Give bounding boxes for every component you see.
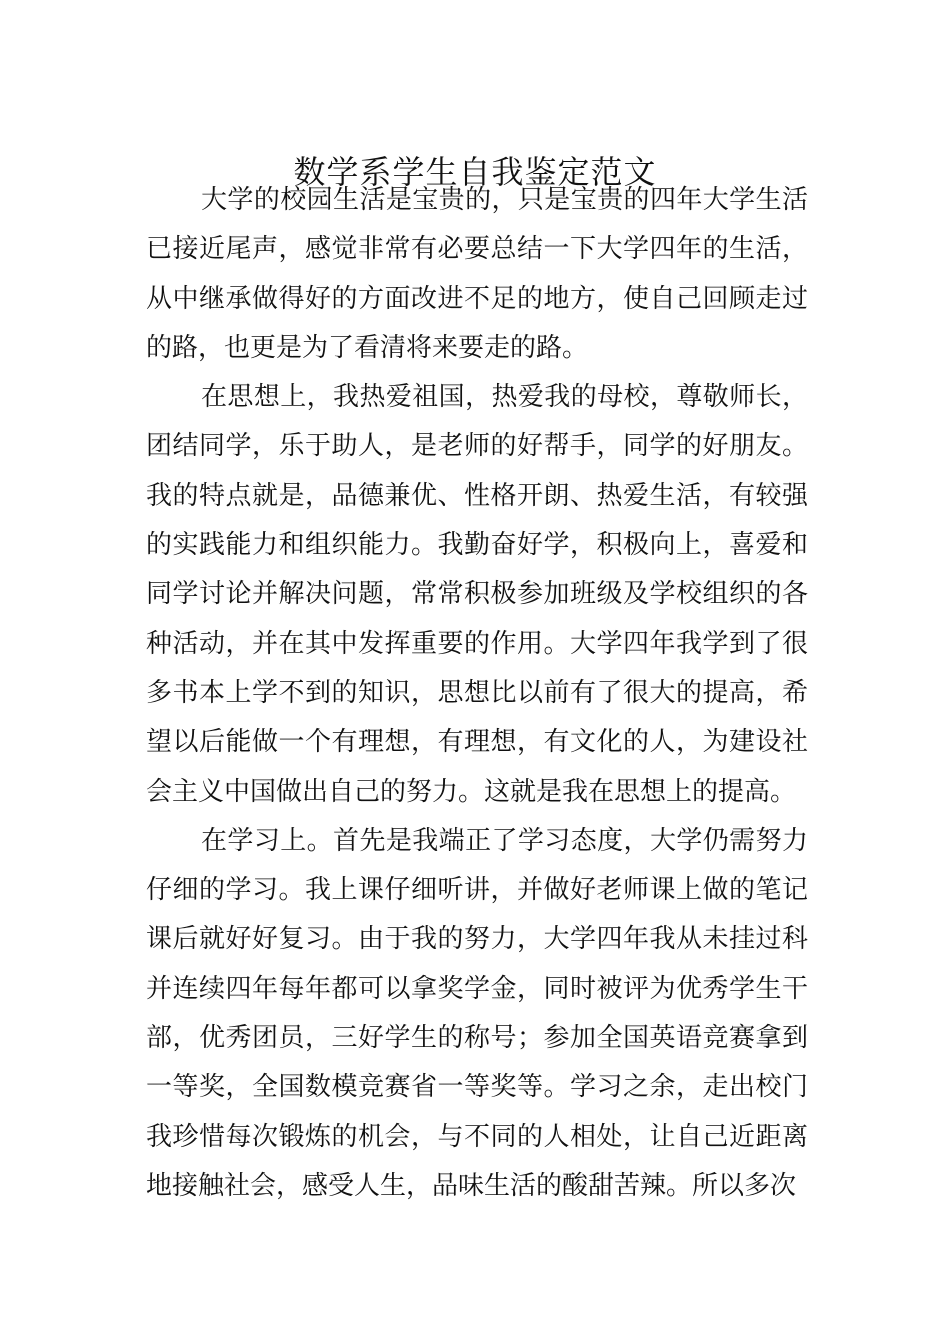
document-title: 数学系学生自我鉴定范文 <box>293 153 657 192</box>
document-body <box>146 176 808 1211</box>
paragraph-study: 在学习上。首先是我端正了学习态度，大学仍需努力仔细的学习。我上课仔细听讲，并做好老师课上做的笔记课后就好好复习。由于我的努力，大学四年我从未挂过科并连续四年每年都可以拿奖学金，同时被评为优秀学生干部，优秀团员，三好学生的称号；参加全国英语竞赛拿到一等奖，全国数模竞赛省一等奖等。学习之余，走出校门我珍惜每次锻炼的机会，与不同的人相处，让自己近距离地接触社会，感受人生，品味生活的酸甜苦辣。所以多次 <box>146 825 808 1201</box>
paragraph-ideology: 在思想上，我热爱祖国，热爱我的母校，尊敬师长，团结同学，乐于助人，是老师的好帮手，同学的好朋友。我的特点就是，品德兼优、性格开朗、热爱生活，有较强的实践能力和组织能力。我勤奋好学，积极向上，喜爱和同学讨论并解决问题，常常积极参加班级及学校组织的各种活动，并在其中发挥重要的作用。大学四年我学到了很多书本上学不到的知识，思想比以前有了很大的提高，希望以后能做一个有理想，有理想，有文化的人，为建设社会主义中国做出自己的努力。这就是我在思想上的提高。 <box>146 382 808 807</box>
paragraph-intro: 大学的校园生活是宝贵的，只是宝贵的四年大学生活已接近尾声，感觉非常有必要总结一下大学四年的生活，从中继承做得好的方面改进不足的地方，使自己回顾走过的路，也更是为了看清将来要走的路。 <box>146 185 808 363</box>
